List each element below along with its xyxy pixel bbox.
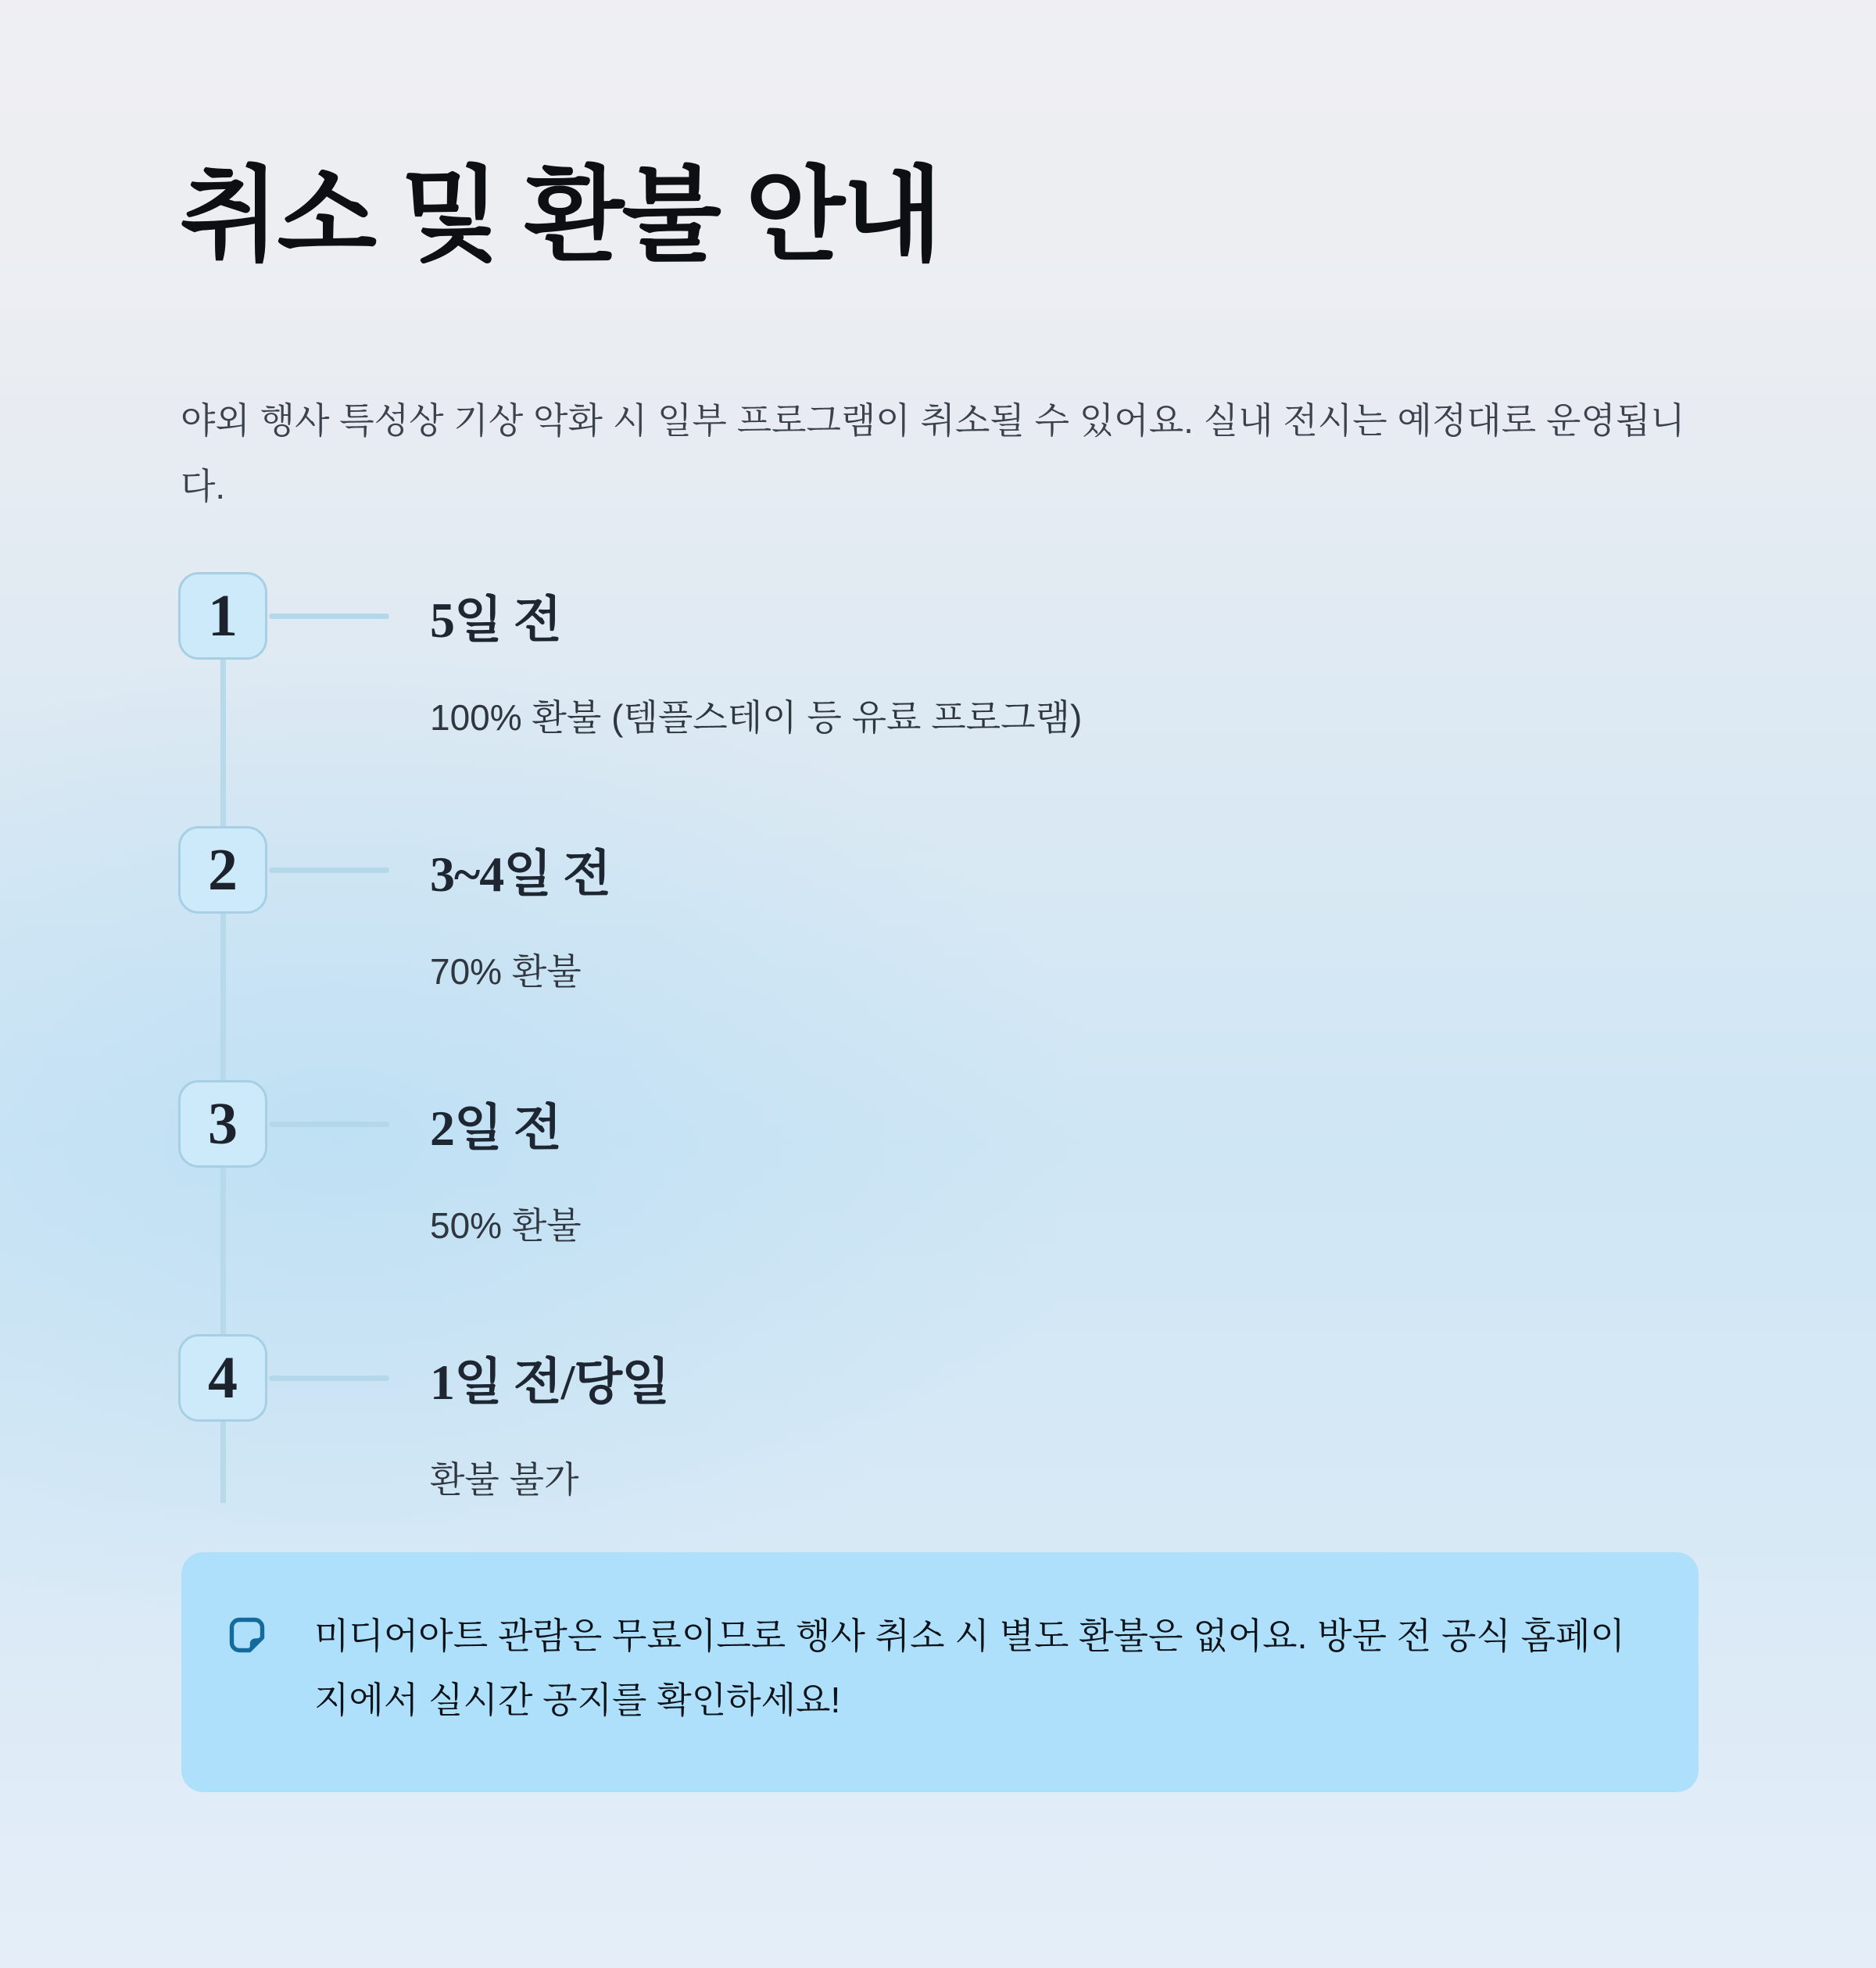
timeline-horizontal-connector: [269, 614, 389, 619]
timeline-step-3: [178, 1080, 1702, 1334]
step-number-badge: [178, 1334, 267, 1422]
step-number-badge: [178, 826, 267, 914]
step-number: 2: [208, 836, 238, 903]
step-description: 환불 불가: [430, 1459, 579, 1500]
step-description: 70% 환불: [430, 951, 582, 992]
timeline-horizontal-connector: [269, 1122, 389, 1127]
step-heading: 5일 전: [430, 592, 561, 648]
timeline-horizontal-connector: [269, 1376, 389, 1381]
timeline-vertical-connector: [220, 660, 226, 827]
step-description: 50% 환불: [430, 1205, 582, 1246]
timeline-vertical-connector: [220, 1168, 226, 1335]
step-description: 100% 환불 (템플스테이 등 유료 프로그램): [430, 697, 1083, 738]
step-heading: 3~4일 전: [430, 846, 610, 902]
timeline-horizontal-connector: [269, 868, 389, 873]
timeline-vertical-connector: [220, 914, 226, 1081]
timeline-step-4: [178, 1334, 1702, 1588]
step-heading: 2일 전: [430, 1100, 561, 1156]
page-title: 취소 및 환불 안내: [180, 158, 940, 273]
notice-card: [181, 1552, 1699, 1792]
step-number-badge: [178, 1080, 267, 1168]
timeline-vertical-connector: [220, 1422, 226, 1503]
step-number-badge: [178, 572, 267, 660]
refund-timeline: [178, 572, 1702, 1588]
step-number: 1: [208, 582, 238, 649]
intro-paragraph: 야외 행사 특성상 기상 악화 시 일부 프로그램이 취소될 수 있어요. 실내 전시는 예정대로 운영됩니다.: [181, 400, 1685, 506]
timeline-step-1: [178, 572, 1702, 826]
sticky-note-icon: [227, 1615, 267, 1655]
step-number: 4: [208, 1344, 238, 1411]
notice-text: 미디어아트 관람은 무료이므로 행사 취소 시 별도 환불은 없어요. 방문 전 공식 홈페이지에서 실시간 공지를 확인하세요!: [314, 1616, 1625, 1720]
step-heading: 1일 전/당일: [430, 1354, 670, 1410]
timeline-step-2: [178, 826, 1702, 1080]
step-number: 3: [208, 1090, 238, 1157]
